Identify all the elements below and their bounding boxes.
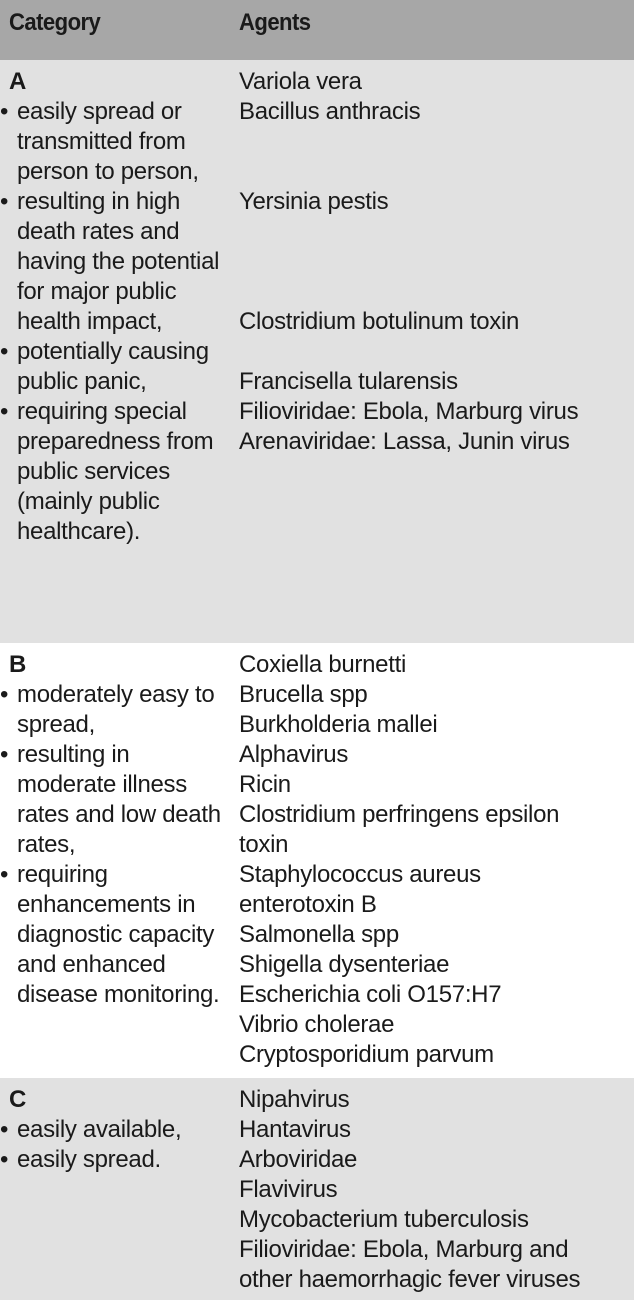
agent-item: Filioviridae: Ebola, Marburg virus	[239, 398, 579, 425]
agent-item: Vibrio cholerae	[239, 1011, 395, 1038]
table-header	[0, 0, 634, 60]
agent-item: Coxiella burnetti	[239, 651, 406, 678]
category-column-header: Category	[9, 9, 101, 36]
agents-column-header: Agents	[239, 9, 311, 36]
agent-item: Bacillus anthracis	[239, 98, 421, 125]
category-criteria-list	[0, 97, 230, 547]
criteria-item: • easily spread.	[0, 1145, 230, 1175]
agent-item: toxin	[239, 831, 289, 858]
category-b-row	[0, 643, 634, 1078]
category-criteria-list	[0, 680, 230, 1010]
agent-item: Nipahvirus	[239, 1086, 350, 1113]
spacer	[239, 127, 634, 187]
agent-item: Yersinia pestis	[239, 188, 389, 215]
category-c-row	[0, 1078, 634, 1300]
agent-item: other haemorrhagic fever viruses	[239, 1266, 581, 1293]
agent-item: Arboviridae	[239, 1146, 358, 1173]
agent-item: Staphylococcus aureus	[239, 861, 481, 888]
agent-item: Clostridium perfringens epsilon	[239, 801, 560, 828]
agent-item: Shigella dysenteriae	[239, 951, 450, 978]
agent-item: Hantavirus	[239, 1116, 351, 1143]
category-letter: C	[9, 1086, 27, 1113]
agent-item: Ricin	[239, 771, 291, 798]
category-letter: B	[9, 651, 27, 678]
agent-item: Francisella tularensis	[239, 368, 458, 395]
agents-list	[239, 67, 634, 457]
agent-item: Brucella spp	[239, 681, 368, 708]
criteria-item: • easily available,	[0, 1115, 230, 1145]
agent-item: enterotoxin B	[239, 891, 377, 918]
criteria-item: • requiring enhancements in diagnostic capacity and enhanced disease monitoring.	[0, 860, 230, 1010]
spacer	[239, 217, 634, 277]
criteria-item: • moderately easy to spread,	[0, 680, 230, 740]
agent-item: Mycobacterium tuberculosis	[239, 1206, 529, 1233]
category-criteria-list	[0, 1115, 230, 1175]
agent-item: Alphavirus	[239, 741, 349, 768]
criteria-item: • requiring special preparedness from public services (mainly public healthcare).	[0, 397, 230, 547]
agent-item: Escherichia coli O157:H7	[239, 981, 502, 1008]
criteria-item: • resulting in high death rates and having the potential for major public health impact,	[0, 187, 230, 337]
agent-item: Filioviridae: Ebola, Marburg and	[239, 1236, 569, 1263]
agents-list	[239, 650, 634, 1070]
criteria-item: • easily spread or transmitted from person to person,	[0, 97, 230, 187]
category-letter: A	[9, 68, 27, 95]
agent-item: Flavivirus	[239, 1176, 338, 1203]
agent-item: Cryptosporidium parvum	[239, 1041, 494, 1068]
agent-item: Burkholderia mallei	[239, 711, 438, 738]
agent-item: Arenaviridae: Lassa, Junin virus	[239, 428, 570, 455]
agents-list	[239, 1085, 634, 1295]
category-a-row	[0, 60, 634, 643]
spacer	[239, 337, 634, 367]
agent-item: Variola vera	[239, 68, 362, 95]
agent-item: Clostridium botulinum toxin	[239, 308, 520, 335]
criteria-item: • resulting in moderate illness rates and low death rates,	[0, 740, 230, 860]
spacer	[239, 277, 634, 307]
agent-item: Salmonella spp	[239, 921, 399, 948]
criteria-item: • potentially causing public panic,	[0, 337, 230, 397]
